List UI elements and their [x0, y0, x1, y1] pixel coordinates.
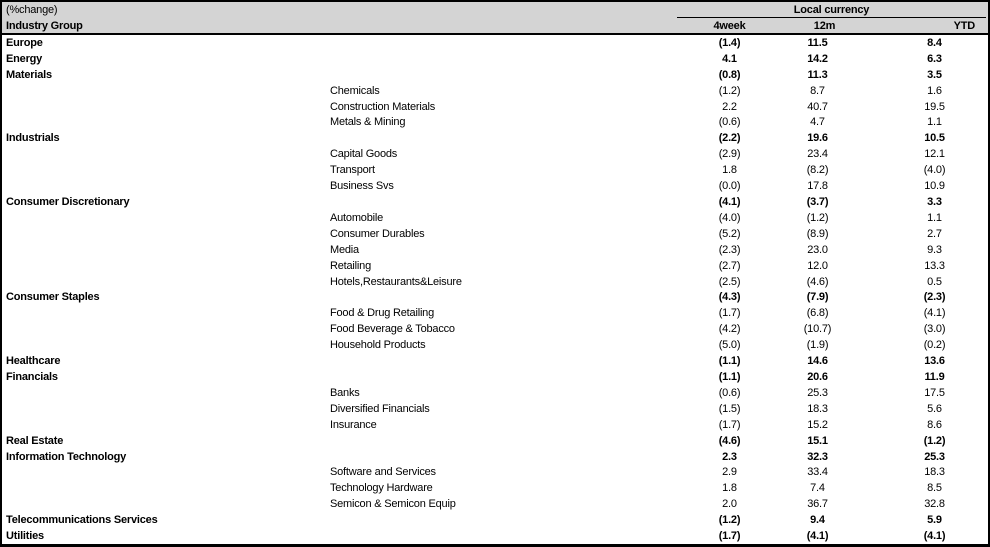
value-12m: 11.5 [807, 36, 828, 49]
value-12m: 14.6 [807, 355, 828, 368]
value-12m: 14.2 [807, 52, 828, 65]
value-ytd: 1.1 [927, 116, 942, 129]
value-4week: (2.3) [718, 243, 741, 256]
value-4week: (1.1) [718, 370, 741, 383]
industry-subgroup-cell: Retailing [330, 259, 372, 272]
value-12m: 19.6 [807, 132, 828, 145]
value-12m: 18.3 [807, 402, 828, 415]
industry-group-cell: Information Technology [6, 450, 127, 463]
value-ytd: 3.5 [927, 68, 942, 81]
industry-group-column-header: Industry Group [6, 19, 83, 32]
value-4week: (1.4) [718, 36, 741, 49]
industry-subgroup-cell: Hotels,Restaurants&Leisure [330, 275, 462, 288]
value-4week: (1.7) [718, 418, 741, 431]
value-ytd: 6.3 [927, 52, 942, 65]
value-4week: (4.0) [718, 211, 741, 224]
table-row [2, 194, 988, 210]
value-4week: (4.6) [718, 434, 741, 447]
table-header-row-2 [2, 18, 988, 35]
value-ytd: 10.5 [924, 132, 945, 145]
table-row [2, 258, 988, 274]
industry-group-cell: Utilities [6, 530, 44, 543]
industry-group-cell: Energy [6, 52, 43, 65]
value-4week: 1.8 [722, 164, 737, 177]
value-4week: (1.5) [718, 402, 741, 415]
table-row [2, 417, 988, 433]
industry-subgroup-cell: Banks [330, 386, 360, 399]
value-4week: (2.7) [718, 259, 741, 272]
table-row [2, 99, 988, 115]
value-4week: (1.7) [718, 307, 741, 320]
value-12m: (8.2) [806, 164, 829, 177]
value-ytd: 5.6 [927, 402, 942, 415]
value-4week: (4.2) [718, 323, 741, 336]
value-12m: 17.8 [807, 180, 828, 193]
value-ytd: 19.5 [924, 100, 945, 113]
industry-subgroup-cell: Software and Services [330, 466, 436, 479]
value-4week: (2.2) [718, 132, 741, 145]
industry-group-cell: Healthcare [6, 355, 61, 368]
table-row [2, 83, 988, 99]
value-12m: 36.7 [807, 498, 828, 511]
value-4week: 1.8 [722, 482, 737, 495]
value-12m: 8.7 [810, 84, 825, 97]
column-header-4week: 4week [713, 19, 746, 32]
value-4week: (2.5) [718, 275, 741, 288]
table-row [2, 130, 988, 146]
table-row [2, 337, 988, 353]
value-ytd: 8.5 [927, 482, 942, 495]
value-4week: (1.7) [718, 530, 741, 543]
value-12m: (3.7) [806, 196, 829, 209]
value-ytd: 2.7 [927, 227, 942, 240]
table-row [2, 496, 988, 512]
industry-subgroup-cell: Food Beverage & Tobacco [330, 323, 455, 336]
value-4week: (2.9) [718, 148, 741, 161]
value-12m: 7.4 [810, 482, 825, 495]
table-row [2, 369, 988, 385]
table-row [2, 146, 988, 162]
table-body [2, 35, 988, 544]
value-4week: (5.2) [718, 227, 741, 240]
industry-subgroup-cell: Business Svs [330, 180, 394, 193]
table-row [2, 35, 988, 51]
value-12m: 23.0 [807, 243, 828, 256]
value-ytd: 5.9 [927, 514, 942, 527]
value-12m: (1.9) [806, 339, 829, 352]
value-ytd: 11.9 [924, 370, 945, 383]
industry-subgroup-cell: Chemicals [330, 84, 380, 97]
value-ytd: 1.6 [927, 84, 942, 97]
percent-change-label: (%change) [6, 4, 58, 16]
industry-subgroup-cell: Consumer Durables [330, 227, 425, 240]
value-12m: 32.3 [807, 450, 828, 463]
value-12m: (8.9) [806, 227, 829, 240]
value-12m: 20.6 [807, 370, 828, 383]
value-4week: (1.2) [718, 514, 741, 527]
value-ytd: (4.1) [923, 530, 946, 543]
table-row [2, 67, 988, 83]
value-ytd: 8.6 [927, 418, 942, 431]
table-row [2, 480, 988, 496]
industry-group-cell: Consumer Discretionary [6, 196, 130, 209]
industry-group-cell: Consumer Staples [6, 291, 100, 304]
value-4week: 2.3 [722, 450, 737, 463]
table-row [2, 433, 988, 449]
value-4week: (0.6) [718, 386, 741, 399]
value-4week: 4.1 [722, 52, 737, 65]
value-ytd: 9.3 [927, 243, 942, 256]
value-12m: 33.4 [807, 466, 828, 479]
table-row [2, 178, 988, 194]
value-12m: (7.9) [806, 291, 829, 304]
value-4week: 2.2 [722, 100, 737, 113]
value-ytd: 13.6 [924, 355, 945, 368]
industry-subgroup-cell: Diversified Financials [330, 402, 430, 415]
industry-subgroup-cell: Food & Drug Retailing [330, 307, 435, 320]
value-12m: (1.2) [806, 211, 829, 224]
table-row [2, 290, 988, 306]
table-row [2, 305, 988, 321]
value-12m: (4.6) [806, 275, 829, 288]
value-ytd: (2.3) [923, 291, 946, 304]
industry-subgroup-cell: Semicon & Semicon Equip [330, 498, 456, 511]
value-4week: (5.0) [718, 339, 741, 352]
industry-subgroup-cell: Household Products [330, 339, 426, 352]
value-ytd: (4.1) [923, 307, 946, 320]
value-ytd: 0.5 [927, 275, 942, 288]
table-row [2, 115, 988, 131]
value-ytd: 1.1 [927, 211, 942, 224]
industry-group-cell: Europe [6, 36, 43, 49]
table-row [2, 449, 988, 465]
table-row [2, 162, 988, 178]
table-row [2, 210, 988, 226]
value-4week: (0.8) [718, 68, 741, 81]
column-header-ytd: YTD [953, 19, 975, 32]
industry-subgroup-cell: Insurance [330, 418, 377, 431]
industry-group-cell: Telecommunications Services [6, 514, 158, 527]
value-12m: 4.7 [810, 116, 825, 129]
value-12m: (6.8) [806, 307, 829, 320]
industry-group-cell: Industrials [6, 132, 60, 145]
industry-group-cell: Financials [6, 370, 58, 383]
value-ytd: 8.4 [927, 36, 942, 49]
industry-subgroup-cell: Media [330, 243, 359, 256]
industry-subgroup-cell: Transport [330, 164, 375, 177]
value-4week: (1.2) [718, 84, 741, 97]
value-ytd: (1.2) [923, 434, 946, 447]
table-row [2, 274, 988, 290]
value-4week: (0.6) [718, 116, 741, 129]
local-currency-header: Local currency [677, 2, 986, 18]
industry-subgroup-cell: Capital Goods [330, 148, 398, 161]
table-row [2, 528, 988, 544]
value-12m: 15.2 [807, 418, 828, 431]
industry-subgroup-cell: Construction Materials [330, 100, 436, 113]
industry-group-cell: Real Estate [6, 434, 64, 447]
value-4week: (0.0) [718, 180, 741, 193]
value-12m: 40.7 [807, 100, 828, 113]
value-12m: 11.3 [807, 68, 828, 81]
value-4week: 2.9 [722, 466, 737, 479]
value-12m: 23.4 [807, 148, 828, 161]
industry-subgroup-cell: Automobile [330, 211, 384, 224]
value-4week: (4.1) [718, 196, 741, 209]
column-header-12m: 12m [813, 19, 836, 32]
value-12m: 12.0 [807, 259, 828, 272]
table-row [2, 464, 988, 480]
value-ytd: (4.0) [923, 164, 946, 177]
table-row [2, 401, 988, 417]
industry-subgroup-cell: Metals & Mining [330, 116, 406, 129]
value-12m: 9.4 [810, 514, 825, 527]
value-4week: (4.3) [718, 291, 741, 304]
value-12m: (10.7) [803, 323, 832, 336]
value-ytd: 10.9 [924, 180, 945, 193]
value-ytd: 13.3 [924, 259, 945, 272]
value-12m: 25.3 [807, 386, 828, 399]
value-4week: (1.1) [718, 355, 741, 368]
table-row [2, 353, 988, 369]
value-12m: (4.1) [806, 530, 829, 543]
value-ytd: (0.2) [923, 339, 946, 352]
industry-group-cell: Materials [6, 68, 52, 81]
value-ytd: 3.3 [927, 196, 942, 209]
value-ytd: 17.5 [924, 386, 945, 399]
value-ytd: 12.1 [924, 148, 945, 161]
value-ytd: 32.8 [924, 498, 945, 511]
value-4week: 2.0 [722, 498, 737, 511]
value-ytd: (3.0) [923, 323, 946, 336]
table-row [2, 385, 988, 401]
table-header-row-1 [2, 2, 988, 18]
table-row [2, 512, 988, 528]
value-12m: 15.1 [807, 434, 828, 447]
industry-subgroup-cell: Technology Hardware [330, 482, 433, 495]
value-ytd: 18.3 [924, 466, 945, 479]
table-row [2, 51, 988, 67]
table-row [2, 226, 988, 242]
value-ytd: 25.3 [924, 450, 945, 463]
table-row [2, 242, 988, 258]
table-row [2, 321, 988, 337]
